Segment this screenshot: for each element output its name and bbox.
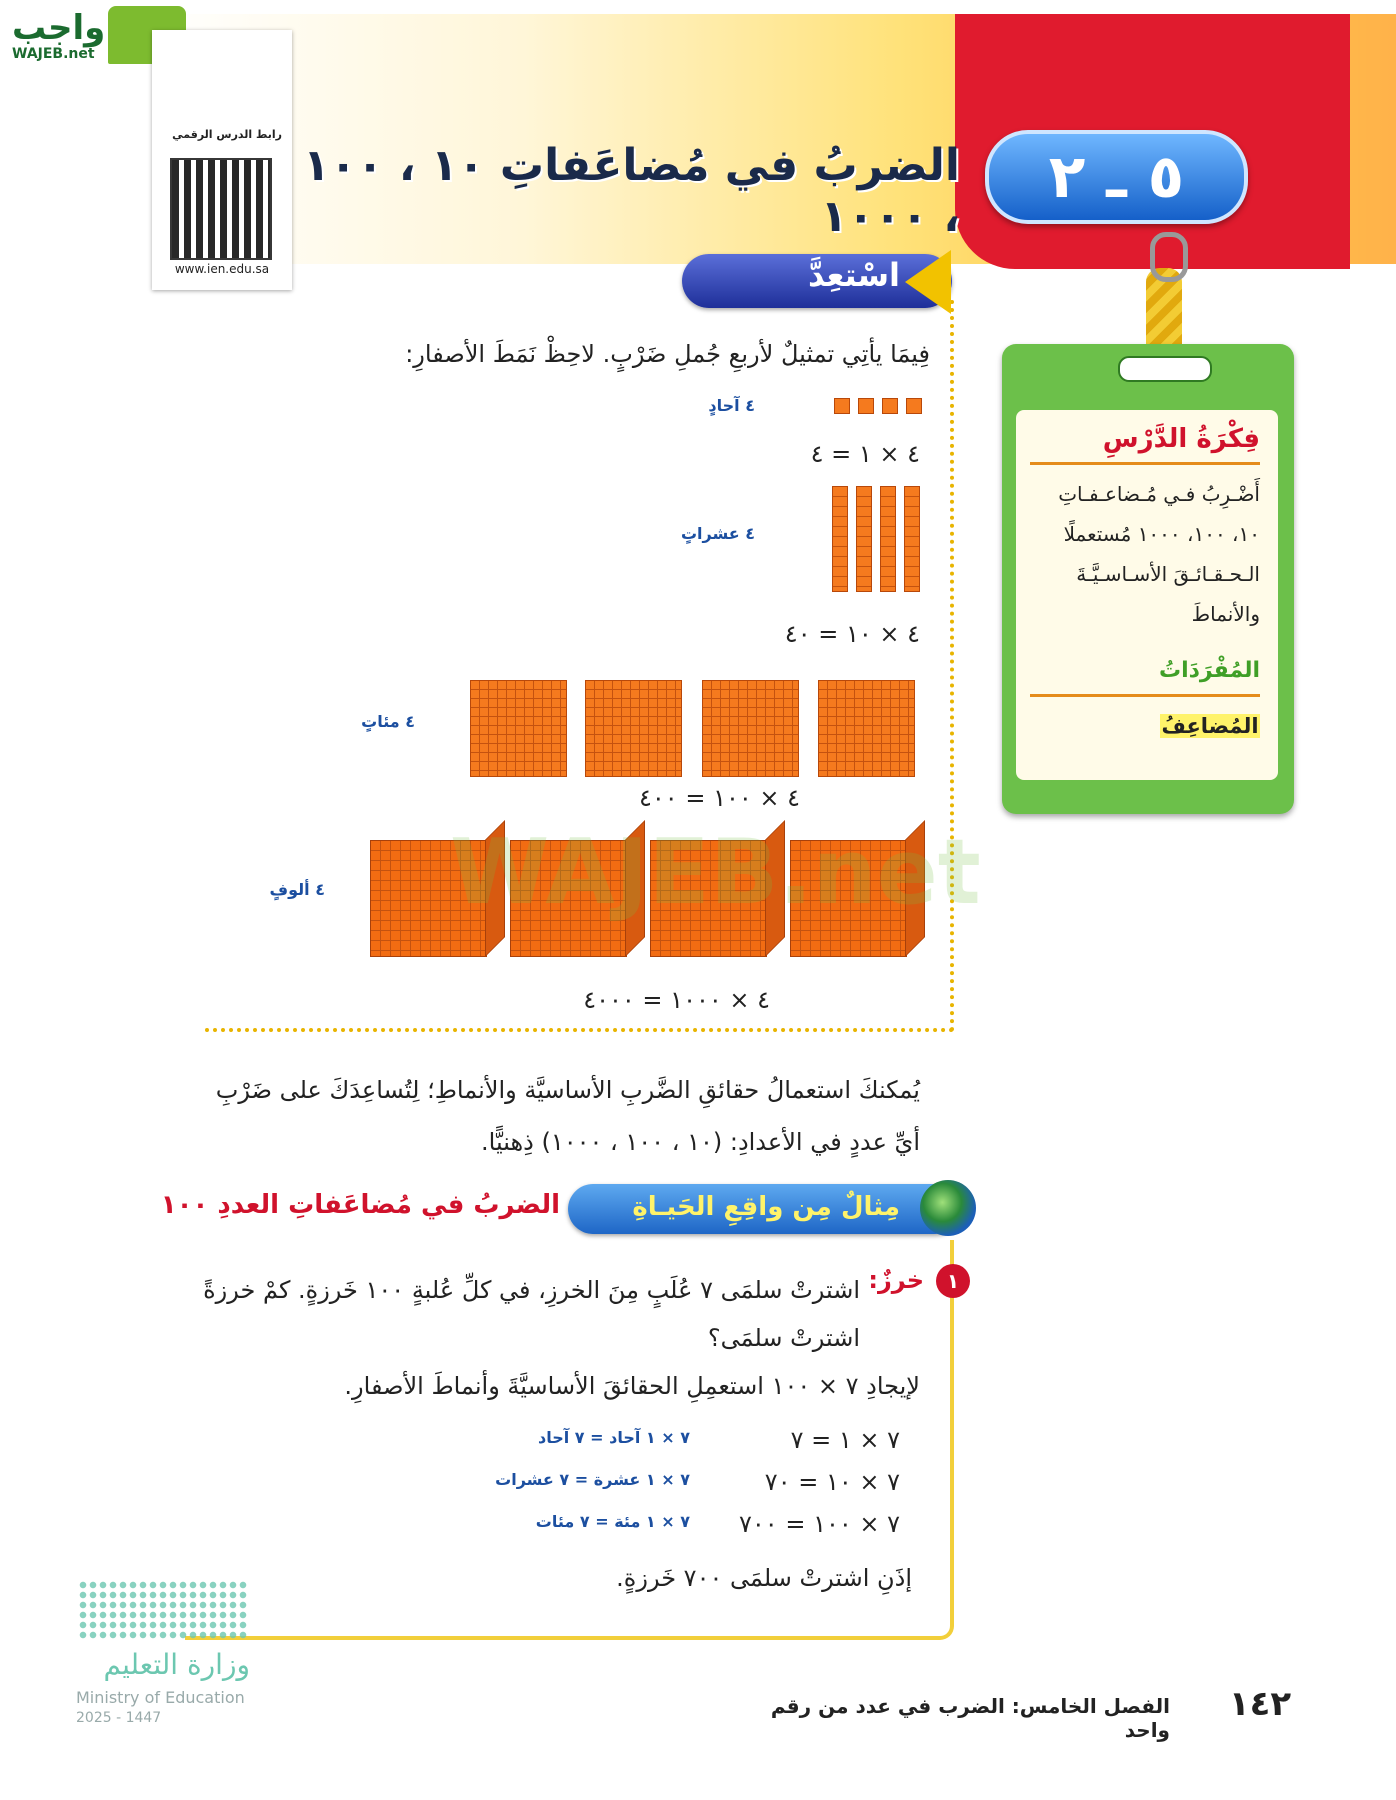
tens-equation: ٤ × ١٠ = ٤٠ xyxy=(784,620,920,648)
divider xyxy=(1030,462,1260,465)
card-ring xyxy=(1150,232,1188,282)
card-hole xyxy=(1118,356,1212,382)
example-banner-label: مِثالٌ مِن واقِعِ الحَيـاةِ xyxy=(632,1192,900,1222)
logo-latin: WAJEB.net xyxy=(12,46,95,62)
chapter-footer: الفصل الخامس: الضرب في عدد من رقم واحد xyxy=(770,1694,1170,1742)
vocabulary-word[interactable]: المُضاعِفُ xyxy=(1161,714,1259,738)
example-method: لإيجادِ ٧ × ١٠٠ استعمِلِ الحقائقَ الأساسيَّةَ وأنماطَ الأصفارِ. xyxy=(344,1372,920,1400)
example-question: اشترتْ سلمَى ٧ عُلَبٍ مِنَ الخرزِ، في كلِّ عُلبةٍ ١٠٠ خَرزةٍ. كمْ خرزةً اشترتْ سلمَى؟ xyxy=(203,1276,860,1352)
ministry-name-english: Ministry of Education xyxy=(76,1688,245,1707)
ten-rod xyxy=(856,486,872,592)
ministry-logo-icon xyxy=(78,1580,248,1640)
lesson-title: الضربُ في مُضاعَفاتِ ١٠ ، ١٠٠ ، ١٠٠٠ xyxy=(302,140,960,242)
body-text-line-2: أيِّ عددٍ في الأعدادِ: (١٠ ، ١٠٠ ، ١٠٠٠) ذِهنيًّا. xyxy=(481,1128,920,1156)
hundred-flat xyxy=(470,680,567,777)
thousands-equation: ٤ × ١٠٠٠ = ٤٠٠٠ xyxy=(583,986,770,1014)
lesson-idea-text: أَضْـرِبُ فـي مُـضاعـفـاتِ ١٠، ١٠٠، ١٠٠٠ مُستعملًا الـحـقـائـقَ الأسـاسـيَّـةَ والأنماطَ xyxy=(1058,482,1260,626)
hundreds-label: ٤ مئاتٍ xyxy=(361,712,415,731)
hundred-flat xyxy=(702,680,799,777)
ten-rod xyxy=(880,486,896,592)
vocabulary-title: المُفْرَدَاتُ xyxy=(1158,658,1260,683)
ministry-name-arabic: وزارة التعليم xyxy=(103,1648,250,1681)
step-equation: ٧ × ١٠٠ = ٧٠٠ xyxy=(739,1510,900,1538)
triangle-arrow-icon xyxy=(905,250,951,314)
academic-year: 2025 - 1447 xyxy=(76,1710,162,1726)
divider xyxy=(1030,694,1260,697)
hundred-flat xyxy=(818,680,915,777)
step-equation: ٧ × ١٠ = ٧٠ xyxy=(764,1468,900,1496)
ones-label: ٤ آحادٍ xyxy=(708,396,755,415)
body-text-line-1: يُمكنكَ استعمالُ حقائقِ الضَّربِ الأساسيَّة والأنماطِ؛ لِتُساعِدَكَ على ضَرْبِ xyxy=(215,1076,920,1104)
qr-code-icon[interactable] xyxy=(170,158,272,260)
qr-url[interactable]: www.ien.edu.sa xyxy=(174,262,270,276)
watermark: WAJEB.net xyxy=(450,820,981,925)
unit-cube xyxy=(906,398,922,414)
globe-icon xyxy=(920,1180,976,1236)
prepare-label: اسْتعِدَّ xyxy=(807,256,900,294)
step-equation: ٧ × ١ = ٧ xyxy=(790,1426,900,1454)
hundreds-equation: ٤ × ١٠٠ = ٤٠٠ xyxy=(639,784,800,812)
unit-cube xyxy=(882,398,898,414)
step-hint: ٧ × ١ مئة = ٧ مئات xyxy=(535,1512,690,1531)
example-title: الضربُ في مُضاعَفاتِ العددِ ١٠٠ xyxy=(160,1190,560,1220)
unit-cube xyxy=(858,398,874,414)
step-hint: ٧ × ١ عشرة = ٧ عشرات xyxy=(495,1470,690,1489)
lesson-number: ٥ ـ ٢ xyxy=(985,130,1248,224)
step-hint: ٧ × ١ آحاد = ٧ آحاد xyxy=(537,1428,690,1447)
page-number: ١٤٢ xyxy=(1228,1684,1292,1724)
ones-equation: ٤ × ١ = ٤ xyxy=(810,440,920,468)
unit-cube xyxy=(834,398,850,414)
logo-arabic: واجب xyxy=(12,8,106,48)
ten-rod xyxy=(904,486,920,592)
prepare-intro: فِيمَا يأتِي تمثيلٌ لأربعِ جُملِ ضَرْبٍ. لاحِظْ نَمَطَ الأصفارِ: xyxy=(405,340,930,368)
example-number: ١ xyxy=(936,1264,970,1298)
ten-rod xyxy=(832,486,848,592)
example-answer: إذَنِ اشترتْ سلمَى ٧٠٠ خَرزةٍ. xyxy=(616,1564,912,1592)
tens-label: ٤ عشراتٍ xyxy=(680,524,755,543)
lesson-idea-title: فِكْرَةُ الدَّرْسِ xyxy=(1102,424,1260,454)
example-keyword: خرزٌ: xyxy=(868,1266,924,1294)
thousands-label: ٤ ألوفٍ xyxy=(269,880,325,899)
hundred-flat xyxy=(585,680,682,777)
qr-label: رابط الدرس الرقمي xyxy=(172,128,282,141)
